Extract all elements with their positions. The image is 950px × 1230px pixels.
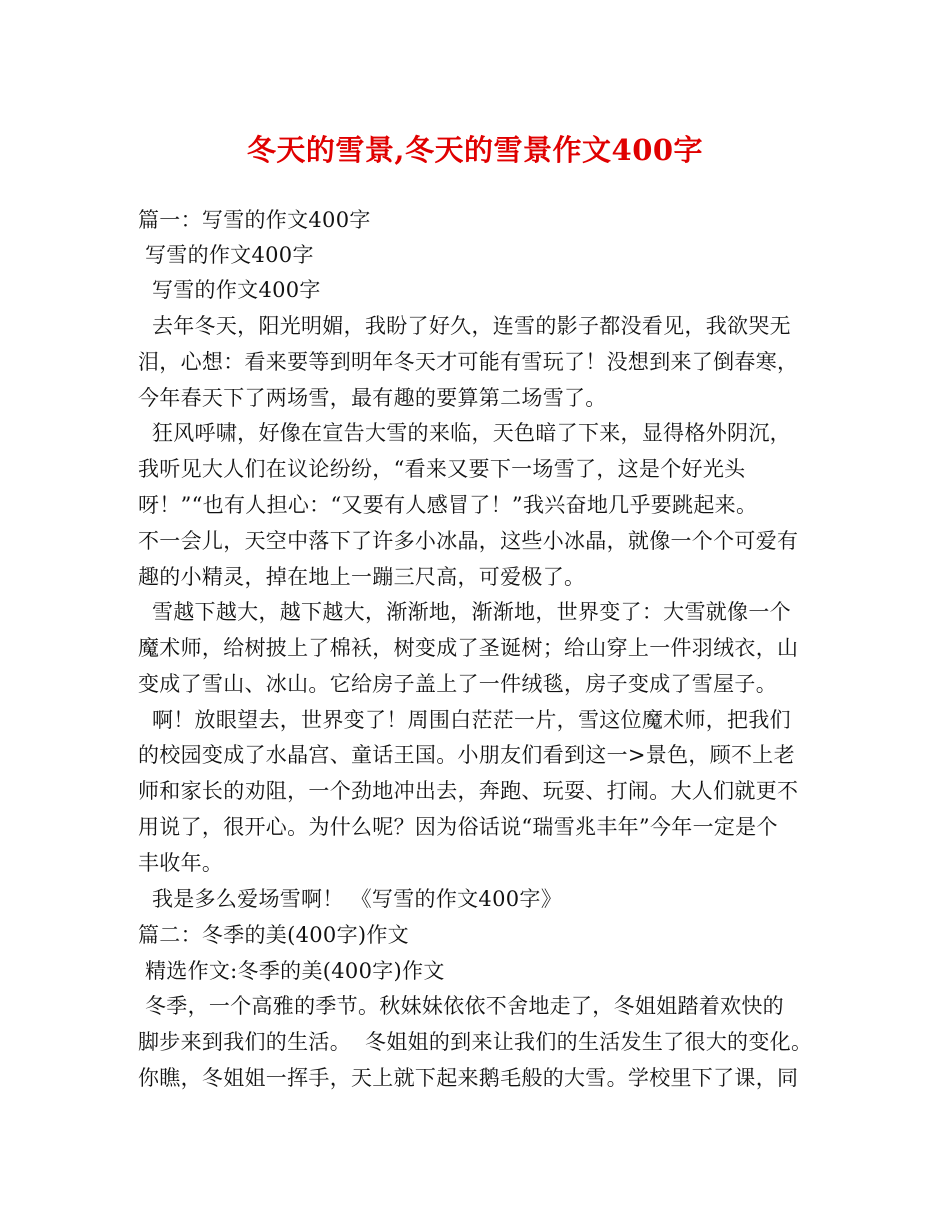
body-line: 去年冬天，阳光明媚，我盼了好久，连雪的影子都没看见，我欲哭无 (138, 314, 791, 338)
body-line: 精选作文:冬季的美(400字)作文 (138, 959, 445, 983)
body-line: 脚步来到我们的生活。 冬姐姐的到来让我们的生活发生了很大的变化。 (138, 1030, 813, 1054)
body-line: 丰收年。 (138, 851, 224, 875)
body-line: 啊！放眼望去，世界变了！周围白茫茫一片，雪这位魔术师，把我们 (138, 708, 791, 732)
body-line: 写雪的作文400字 (138, 278, 321, 302)
body-line: 变成了雪山、冰山。它给房子盖上了一件绒毯，房子变成了雪屋子。 (138, 672, 777, 696)
body-line: 你瞧，冬姐姐一挥手，天上就下起来鹅毛般的大雪。学校里下了课，同 (138, 1066, 799, 1090)
body-line: 雪越下越大，越下越大，渐渐地，渐渐地，世界变了：大雪就像一个 (138, 600, 791, 624)
body-line: 冬季，一个高雅的季节。秋妹妹依依不舍地走了，冬姐姐踏着欢快的 (138, 994, 784, 1018)
body-line: 趣的小精灵，掉在地上一蹦三尺高，可爱极了。 (138, 565, 586, 589)
body-line: 我听见大人们在议论纷纷，“看来又要下一场雪了，这是个好光头 (138, 457, 746, 481)
body-line: 魔术师，给树披上了棉袄，树变成了圣诞树；给山穿上一件羽绒衣，山 (138, 636, 799, 660)
body-line: 篇一：写雪的作文400字 (138, 208, 371, 232)
body-line: 呀！”“也有人担心：“又要有人感冒了！”我兴奋地几乎要跳起来。 (138, 493, 758, 517)
body-line: 狂风呼啸，好像在宣告大雪的来临，天色暗了下来，显得格外阴沉， (138, 421, 791, 445)
body-line: 篇二：冬季的美(400字)作文 (138, 923, 409, 947)
body-line: 师和家长的劝阻，一个劲地冲出去，奔跑、玩耍、打闹。大人们就更不 (138, 779, 799, 803)
body-line: 的校园变成了水晶宫、童话王国。小朋友们看到这一>景色，顾不上老 (138, 743, 795, 767)
body-line: 用说了，很开心。为什么呢？因为俗话说“瑞雪兆丰年”今年一定是个 (138, 815, 778, 839)
body-line: 今年春天下了两场雪，最有趣的要算第二场雪了。 (138, 386, 607, 410)
body-line: 泪，心想：看来要等到明年冬天才可能有雪玩了！没想到来了倒春寒， (138, 350, 799, 374)
document-title: 冬天的雪景,冬天的雪景作文400字 (246, 133, 704, 167)
body-line: 不一会儿，天空中落下了许多小冰晶，这些小冰晶，就像一个个可爱有 (138, 529, 799, 553)
body-line: 写雪的作文400字 (138, 243, 314, 267)
body-line: 我是多么爱场雪啊！ 《写雪的作文400字》 (138, 887, 563, 911)
